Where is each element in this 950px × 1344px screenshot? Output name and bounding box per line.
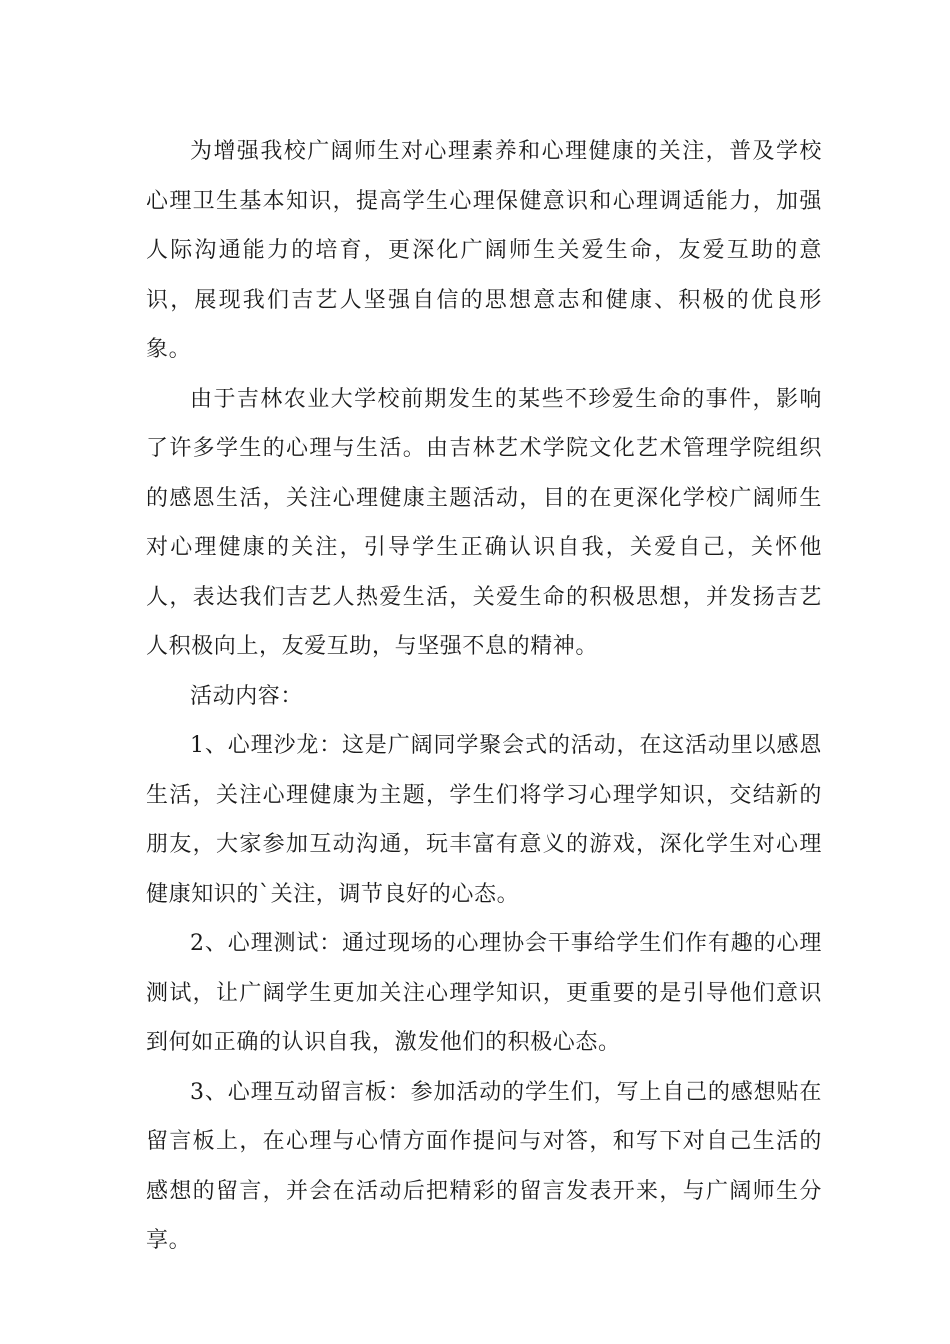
paragraph-activity-salon: 1、心理沙龙：这是广阔同学聚会式的活动，在这活动里以感恩生活，关注心理健康为主题，学生们将学习心理学知识，交结新的朋友，大家参加互动沟通，玩丰富有意义的游戏，深化学生对心理健康知识的`关注，调节良好的心态。 <box>146 733 822 907</box>
paragraph-activity-test: 2、心理测试：通过现场的心理协会干事给学生们作有趣的心理测试，让广阔学生更加关注心理学知识，更重要的是引导他们意识到何如正确的认识自我，激发他们的积极心态。 <box>146 931 822 1055</box>
paragraph-activity-message-board: 3、心理互动留言板：参加活动的学生们，写上自己的感想贴在留言板上，在心理与心情方面作提问与对答，和写下对自己生活的感想的留言，并会在活动后把精彩的留言发表开来，与广阔师生分享。 <box>146 1079 822 1253</box>
document-page <box>146 127 822 1266</box>
paragraph-purpose: 为增强我校广阔师生对心理素养和心理健康的关注，普及学校心理卫生基本知识，提高学生心理保健意识和心理调适能力，加强人际沟通能力的培育，更深化广阔师生关爱生命，友爱互助的意识，展现我们吉艺人坚强自信的思想意志和健康、积极的优良形象。 <box>146 139 822 362</box>
section-heading-activities: 活动内容： <box>190 683 304 709</box>
paragraph-background: 由于吉林农业大学校前期发生的某些不珍爱生命的事件，影响了许多学生的心理与生活。由吉林艺术学院文化艺术管理学院组织的感恩生活，关注心理健康主题活动，目的在更深化学校广阔师生对心理健康的关注，引导学生正确认识自我，关爱自己，关怀他人，表达我们吉艺人热爱生活，关爱生命的积极思想，并发扬吉艺人积极向上，友爱互助，与坚强不息的精神。 <box>146 386 822 659</box>
